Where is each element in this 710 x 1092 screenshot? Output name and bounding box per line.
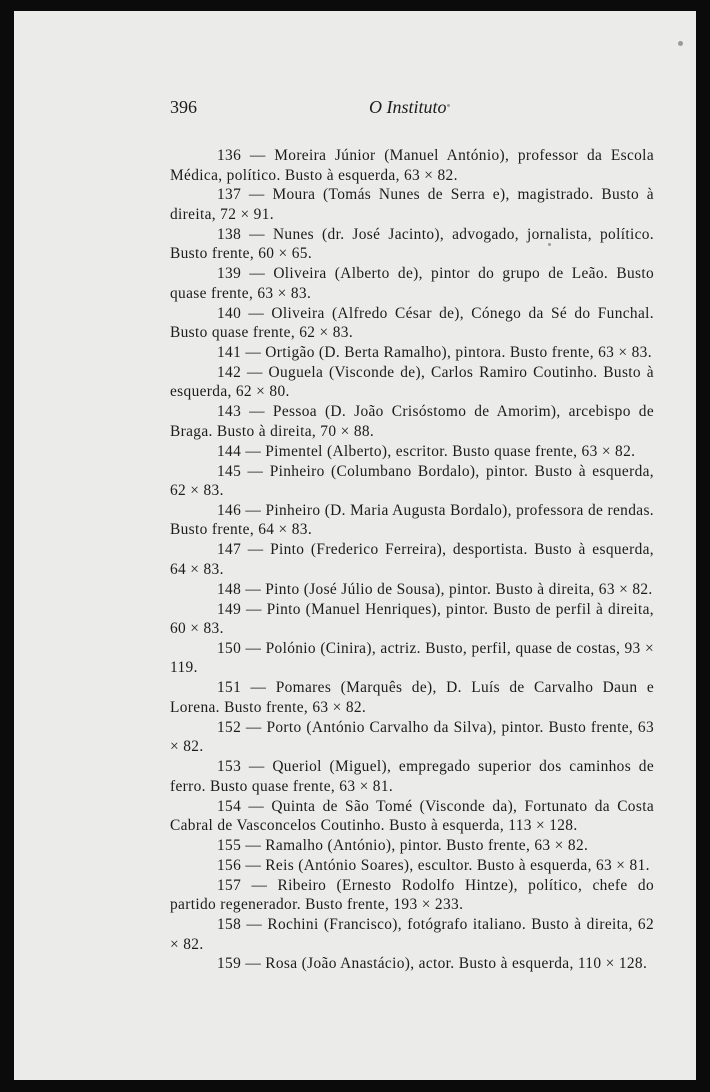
paper-speck [447,104,450,107]
catalogue-entry: 151 — Pomares (Marquês de), D. Luís de Carvalho Daun e Lorena. Busto frente, 63 × 82. [170,679,654,716]
page-number: 396 [170,97,197,117]
catalogue-entry: 136 — Moreira Júnior (Manuel António), professor da Escola Médica, político. Busto à esquerda, 63 × 82. [170,147,654,184]
catalogue-entry: 152 — Porto (António Carvalho da Silva), pintor. Busto frente, 63 × 82. [170,718,654,756]
catalogue-entry: 145 — Pinheiro (Columbano Bordalo), pintor. Busto à esquerda, 62 × 83. [170,462,654,500]
catalogue-entry: 148 — Pinto (José Júlio de Sousa), pintor. Busto à direita, 63 × 82. [217,580,653,598]
catalogue-entry: 155 — Ramalho (António), pintor. Busto frente, 63 × 82. [217,836,589,854]
catalogue-entry: 144 — Pimentel (Alberto), escritor. Busto quase frente, 63 × 82. [217,442,636,460]
catalogue-entry: 158 — Rochini (Francisco), fotógrafo italiano. Busto à direita, 62 × 82. [170,916,654,953]
paper-speck [678,41,683,46]
catalogue-entry: 140 — Oliveira (Alfredo César de), Cónego da Sé do Funchal. Busto quase frente, 62 × 83. [170,304,654,342]
catalogue-entry: 143 — Pessoa (D. João Crisóstomo de Amorim), arcebispo de Braga. Busto à direita, 70 × 88. [170,403,654,440]
running-title: O Instituto [369,97,447,117]
catalogue-entry: 142 — Ouguela (Visconde de), Carlos Ramiro Coutinho. Busto à esquerda, 62 × 80. [170,363,654,401]
catalogue-entry: 156 — Reis (António Soares), escultor. Busto à esquerda, 63 × 81. [217,856,650,874]
catalogue-entry: 146 — Pinheiro (D. Maria Augusta Bordalo), professora de rendas. Busto frente, 64 × 83. [170,501,654,539]
catalogue-entry: 150 — Polónio (Cinira), actriz. Busto, perfil, quase de costas, 93 × 119. [170,639,654,677]
catalogue-entry: 149 — Pinto (Manuel Henriques), pintor. Busto de perfil à direita, 60 × 83. [170,600,654,638]
catalogue-entry: 147 — Pinto (Frederico Ferreira), desportista. Busto à esquerda, 64 × 83. [170,541,654,578]
catalogue-entry: 157 — Ribeiro (Ernesto Rodolfo Hintze), político, chefe do partido regenerador. Busto frente, 193 × 233. [170,876,654,914]
catalogue-entry: 153 — Queriol (Miguel), empregado superior dos caminhos de ferro. Busto quase frente, 63 × 81. [170,758,654,795]
catalogue-entry: 139 — Oliveira (Alberto de), pintor do grupo de Leão. Busto quase frente, 63 × 83. [170,265,654,302]
catalogue-entry: 141 — Ortigão (D. Berta Ramalho), pintora. Busto frente, 63 × 83. [217,343,652,361]
catalogue-entry: 159 — Rosa (João Anastácio), actor. Busto à esquerda, 110 × 128. [217,955,648,973]
catalogue-entry: 138 — Nunes (dr. José Jacinto), advogado, jornalista, político. Busto frente, 60 × 65. [170,225,654,263]
catalogue-entry: 154 — Quinta de São Tomé (Visconde da), Fortunato da Costa Cabral de Vasconcelos Coutinho. Busto à esquerda, 113 × 128. [170,797,654,835]
catalogue-entries [170,146,654,974]
catalogue-entry: 137 — Moura (Tomás Nunes de Serra e), magistrado. Busto à direita, 72 × 91. [170,186,654,223]
book-page [14,11,696,1080]
